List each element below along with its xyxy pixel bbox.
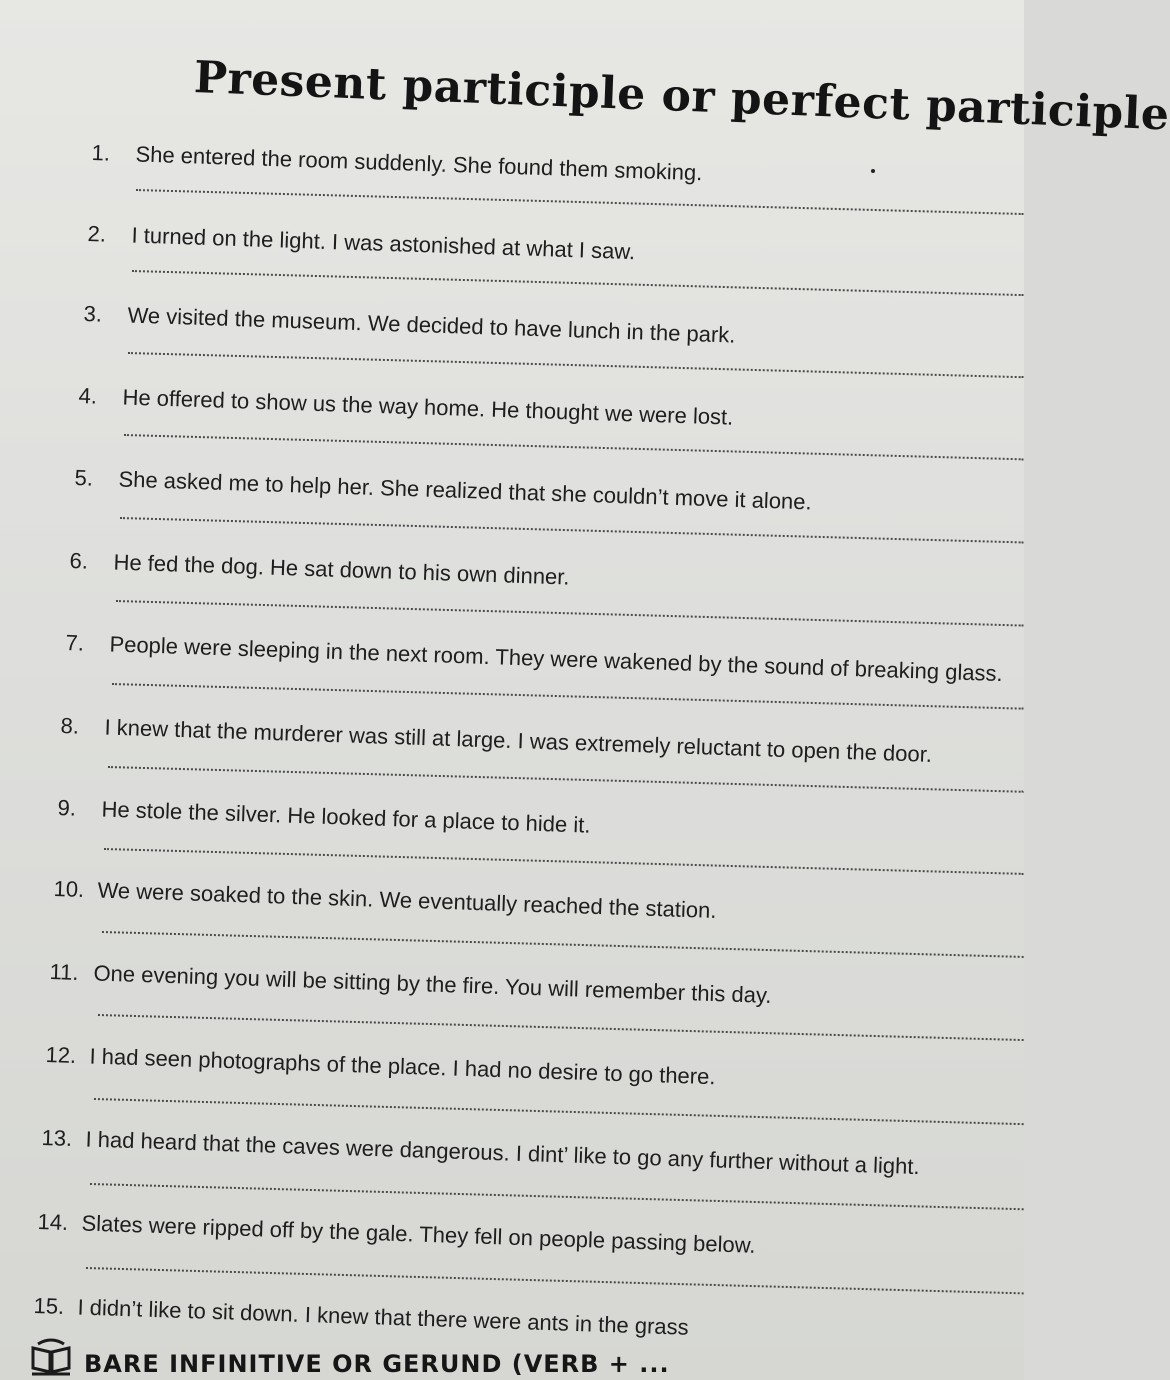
item-number: 8. — [60, 713, 80, 739]
exercise-item-7 — [65, 630, 1003, 687]
answer-line-8[interactable] — [108, 766, 1024, 793]
answer-line-14[interactable] — [86, 1267, 1024, 1294]
ink-dot — [871, 169, 875, 173]
item-number: 11. — [49, 959, 79, 985]
exercise-item-11 — [49, 959, 772, 1009]
answer-line-2[interactable] — [132, 270, 1024, 296]
exercise-item-12 — [45, 1042, 716, 1090]
item-sentence: I had heard that the caves were dangerous. I dint’ like to go any further without a light. — [85, 1126, 920, 1180]
answer-line-6[interactable] — [116, 600, 1024, 627]
item-number: 7. — [65, 630, 85, 656]
answer-line-5[interactable] — [120, 517, 1024, 543]
exercise-item-6 — [69, 548, 570, 591]
answer-line-7[interactable] — [112, 683, 1024, 710]
page-title: Present participle or perfect participle — [193, 52, 1170, 141]
item-number: 15. — [33, 1293, 65, 1320]
item-number: 1. — [91, 140, 111, 166]
item-sentence: I had seen photographs of the place. I had no desire to go there. — [89, 1043, 716, 1090]
item-number: 6. — [69, 548, 89, 574]
item-sentence: He offered to show us the way home. He thought we were lost. — [122, 384, 734, 430]
item-sentence: We were soaked to the skin. We eventually reached the station. — [97, 877, 717, 923]
item-number: 3. — [83, 301, 103, 327]
exercise-item-2 — [87, 221, 635, 265]
item-sentence: He fed the dog. He sat down to his own dinner. — [113, 549, 570, 590]
item-sentence: People were sleeping in the next room. They were wakened by the sound of breaking glass. — [109, 631, 1004, 687]
item-number: 14. — [37, 1209, 69, 1236]
section-title: BARE INFINITIVE OR GERUND (VERB + ... — [84, 1350, 670, 1378]
answer-line-11[interactable] — [98, 1014, 1024, 1041]
item-sentence: We visited the museum. We decided to have lunch in the park. — [127, 302, 736, 348]
item-sentence: She entered the room suddenly. She found them smoking. — [135, 141, 703, 186]
book-icon — [30, 1338, 72, 1376]
exercise-item-10 — [53, 876, 717, 924]
exercise-item-8 — [60, 713, 932, 768]
answer-line-10[interactable] — [102, 931, 1024, 958]
item-number: 9. — [57, 795, 77, 821]
exercise-item-1 — [91, 140, 703, 186]
exercise-item-5 — [74, 465, 812, 515]
next-section-heading — [30, 1338, 670, 1380]
item-number: 2. — [87, 221, 107, 247]
exercise-item-13 — [41, 1125, 920, 1180]
item-sentence: Slates were ripped off by the gale. They fell on people passing below. — [81, 1210, 756, 1258]
answer-line-13[interactable] — [90, 1183, 1024, 1210]
item-sentence: I knew that the murderer was still at large. I was extremely reluctant to open the door. — [104, 714, 933, 767]
exercise-item-15 — [33, 1293, 689, 1341]
item-sentence: He stole the silver. He looked for a place to hide it. — [101, 796, 591, 838]
answer-line-1[interactable] — [136, 189, 1024, 215]
item-sentence: I turned on the light. I was astonished at what I saw. — [131, 222, 636, 265]
item-number: 10. — [53, 876, 85, 903]
item-sentence: She asked me to help her. She realized that she couldn’t move it alone. — [118, 466, 813, 515]
exercise-item-14 — [37, 1209, 756, 1259]
answer-line-3[interactable] — [128, 352, 1024, 378]
answer-line-12[interactable] — [94, 1098, 1024, 1125]
item-sentence: One evening you will be sitting by the fire. You will remember this day. — [93, 960, 772, 1008]
answer-line-9[interactable] — [104, 848, 1024, 875]
answer-line-4[interactable] — [124, 434, 1024, 460]
item-number: 13. — [41, 1125, 73, 1152]
item-number: 12. — [45, 1042, 77, 1069]
item-sentence: I didn’t like to sit down. I knew that there were ants in the grass — [77, 1294, 690, 1340]
item-number: 5. — [74, 465, 94, 491]
exercise-item-3 — [83, 301, 736, 349]
exercise-item-9 — [57, 795, 591, 839]
exercise-item-4 — [78, 383, 734, 431]
item-number: 4. — [78, 383, 98, 409]
